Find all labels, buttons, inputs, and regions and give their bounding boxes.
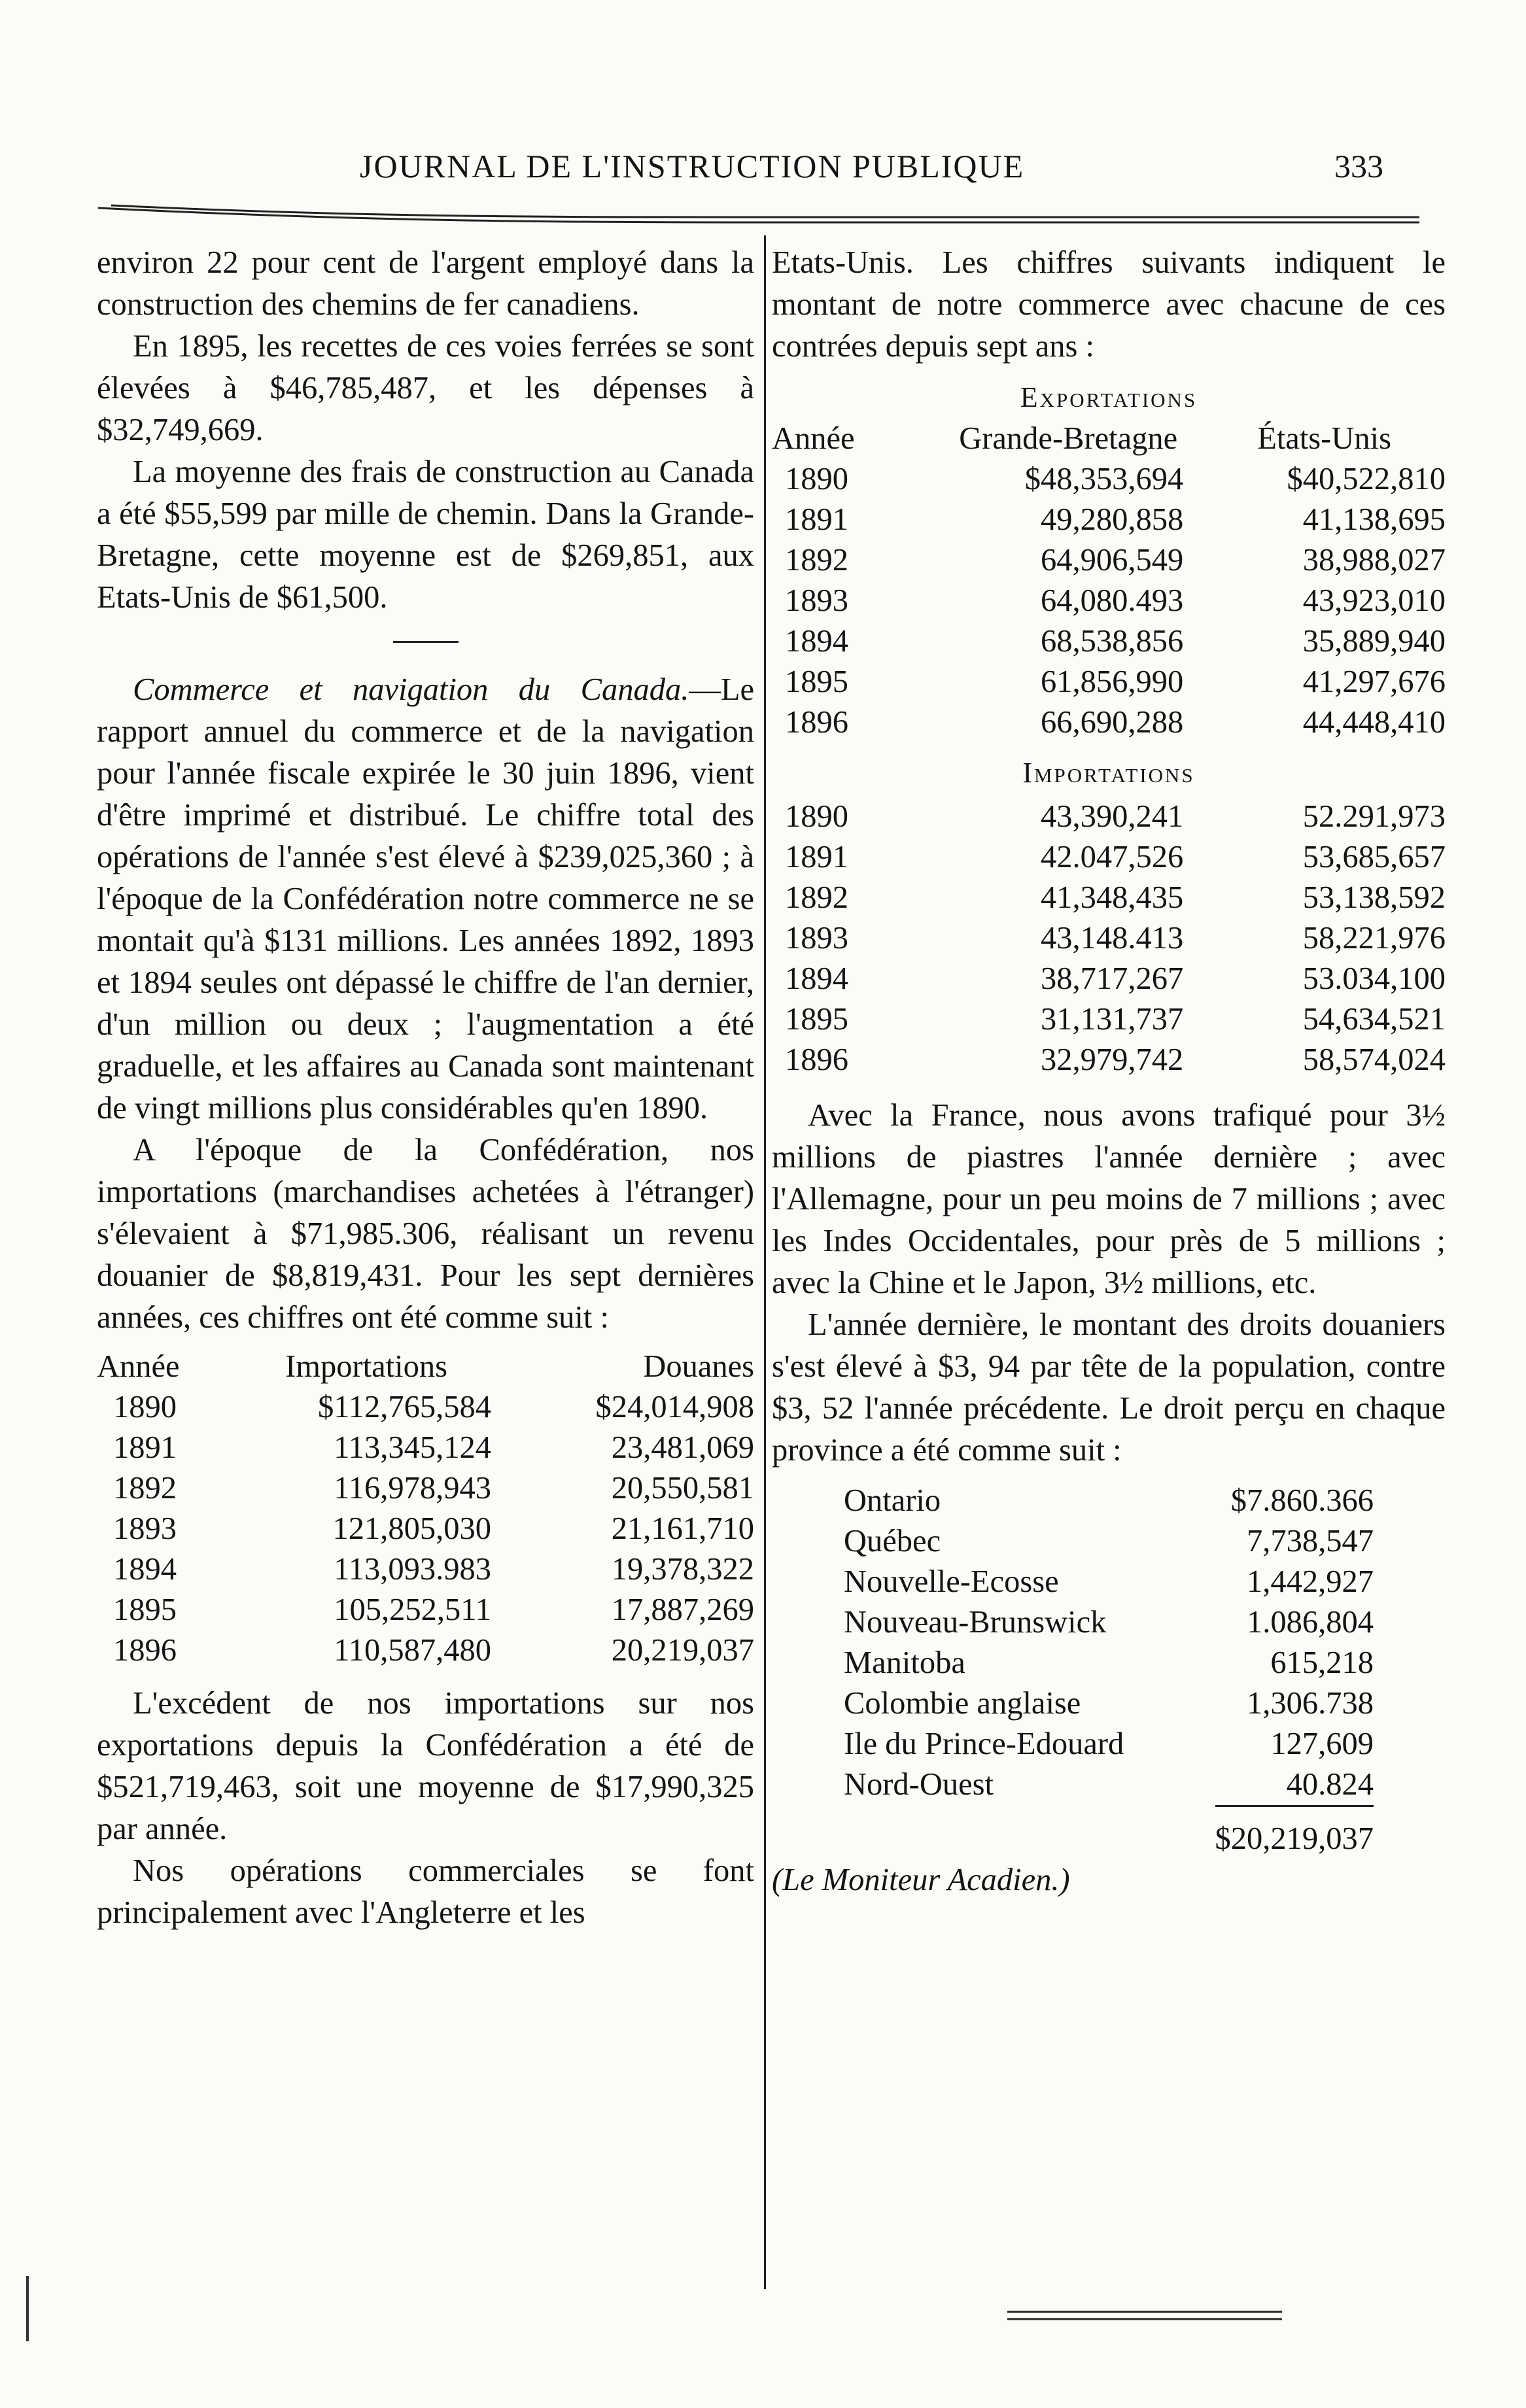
paragraph: La moyenne des frais de construction au Canada a été $55,599 par mille de chemin. Dans la Grande-Bretagne, cette moyenne est de $269,851, aux Etats-Unis de $61,500. xyxy=(97,455,754,615)
us-cell: 43,923,010 xyxy=(1302,583,1446,618)
table-row xyxy=(844,1683,1374,1724)
table-row xyxy=(97,1509,754,1549)
province-cell: Manitoba xyxy=(844,1645,965,1680)
table-row xyxy=(844,1521,1374,1562)
journal-title: JOURNAL DE L'INSTRUCTION PUBLIQUE xyxy=(360,148,1025,184)
end-rule xyxy=(1007,2309,1282,2323)
exports-table xyxy=(772,419,1446,743)
year-cell: 1892 xyxy=(785,543,848,577)
gb-cell: 38,717,267 xyxy=(1040,961,1184,996)
table-row xyxy=(97,1387,754,1428)
table-row xyxy=(772,1040,1446,1080)
amount-cell: 7,738,547 xyxy=(1247,1524,1374,1558)
us-cell: 44,448,410 xyxy=(1302,705,1446,740)
table-row xyxy=(772,959,1446,999)
paragraph: En 1895, les recettes de ces voies ferrées se sont élevées à $46,785,487, et les dépenses à $32,749,669. xyxy=(97,329,754,447)
column-header: Année xyxy=(97,1349,180,1384)
us-cell: 54,634,521 xyxy=(1302,1002,1446,1037)
amount-cell: 127,609 xyxy=(1270,1727,1374,1761)
table-row xyxy=(772,540,1446,581)
year-cell: 1895 xyxy=(785,1002,848,1037)
column-header: Grande-Bretagne xyxy=(959,421,1178,456)
year-cell: 1892 xyxy=(785,880,848,915)
paragraph: Etats-Unis. Les chiffres suivants indiquent le montant de notre commerce avec chacune de ces contrées depuis sept ans : xyxy=(772,245,1446,364)
year-cell: 1895 xyxy=(113,1592,177,1627)
paragraph: environ 22 pour cent de l'argent employé dans la construction des chemins de fer canadiens. xyxy=(97,245,754,322)
province-cell: Colombie anglaise xyxy=(844,1686,1081,1721)
us-cell: 53,685,657 xyxy=(1302,840,1446,874)
table-row xyxy=(772,702,1446,743)
table-row xyxy=(844,1562,1374,1602)
table-row xyxy=(772,459,1446,500)
year-cell: 1890 xyxy=(113,1390,177,1424)
paragraph: Nos opérations commerciales se font principalement avec l'Angleterre et les xyxy=(97,1853,754,1930)
province-cell: Ontario xyxy=(844,1483,941,1518)
year-cell: 1893 xyxy=(785,583,848,618)
year-cell: 1891 xyxy=(785,502,848,537)
amount-cell: 615,218 xyxy=(1270,1645,1374,1680)
gb-cell: 43,148.413 xyxy=(1040,921,1184,955)
gb-cell: 68,538,856 xyxy=(1040,624,1184,659)
us-cell: 58,221,976 xyxy=(1302,921,1446,955)
imports-cell: 110,587,480 xyxy=(334,1633,491,1668)
us-cell: 58,574,024 xyxy=(1302,1042,1446,1077)
table-row xyxy=(844,1481,1374,1521)
year-cell: 1891 xyxy=(113,1430,177,1465)
imports-cell: 116,978,943 xyxy=(334,1471,491,1505)
table-row xyxy=(97,1549,754,1590)
province-cell: Nord-Ouest xyxy=(844,1767,994,1802)
year-cell: 1890 xyxy=(785,799,848,834)
province-cell: Ile du Prince-Edouard xyxy=(844,1727,1124,1761)
column-header: Année xyxy=(772,421,855,456)
us-cell: 52.291,973 xyxy=(1302,799,1446,834)
section-separator xyxy=(393,641,459,643)
gb-cell: 31,131,737 xyxy=(1040,1002,1184,1037)
paragraph-text: —Le rapport annuel du commerce et de la navigation pour l'année fiscale expirée le 30 juin 1896, vient d'être imprimé et distribué. Le chiffre total des opérations de l'année s'est élevé à $239,025,360 ; à l'époque de la Confédération notre commerce ne se montait qu'à $131 millions. Les années 1892, 1893 et 1894 seules ont dépassé le chiffre de l'an dernier, d'un million ou deux ; l'augmentation a été graduelle, et les affaires au Canada sont maintenant de vingt millions plus considérables qu'en 1890. xyxy=(97,672,754,1126)
paragraph: L'excédent de nos importations sur nos exportations depuis la Confédération a été de $521,719,463, soit une moyenne de $17,990,325 par année. xyxy=(97,1686,754,1846)
gb-cell: 32,979,742 xyxy=(1040,1042,1184,1077)
source-citation: (Le Moniteur Acadien.) xyxy=(772,1863,1070,1897)
table-row xyxy=(97,1630,754,1671)
table-row xyxy=(844,1602,1374,1643)
paragraph: Avec la France, nous avons trafiqué pour 3½ millions de piastres l'année dernière ; avec l'Allemagne, pour un peu moins de 7 millions ; avec les Indes Occidentales, pour près de 5 millions ; avec la Chine et le Japon, 3½ millions, etc. xyxy=(772,1098,1446,1300)
page-number: 333 xyxy=(1334,148,1383,184)
paragraph: L'année dernière, le montant des droits douaniers s'est élevé à $3, 94 par tête de la population, contre $3, 52 l'année précédente. Le droit perçu en chaque province a été comme suit : xyxy=(772,1307,1446,1468)
table-row xyxy=(97,1590,754,1630)
total-cell xyxy=(1182,1805,1374,1859)
duties-cell: 23,481,069 xyxy=(611,1430,754,1465)
year-cell: 1890 xyxy=(785,462,848,496)
header-rule xyxy=(98,204,1419,225)
total-row xyxy=(844,1805,1374,1859)
exports-heading: Exportations xyxy=(1020,381,1198,413)
table-row xyxy=(844,1764,1374,1805)
gb-cell: 42.047,526 xyxy=(1040,840,1184,874)
column-header: Douanes xyxy=(643,1349,754,1384)
gb-cell: 41,348,435 xyxy=(1040,880,1184,915)
us-cell: 41,138,695 xyxy=(1302,502,1446,537)
gb-cell: 64,906,549 xyxy=(1040,543,1184,577)
table-header-row xyxy=(97,1347,754,1387)
table-row xyxy=(772,918,1446,959)
province-cell: Québec xyxy=(844,1524,941,1558)
section-heading: Commerce et navigation du Canada. xyxy=(133,672,689,707)
us-cell: 35,889,940 xyxy=(1302,624,1446,659)
column-header: Importations xyxy=(285,1349,447,1384)
left-column xyxy=(97,242,754,1934)
imports-heading: Importations xyxy=(1022,757,1195,789)
imports-cell: 113,093.983 xyxy=(334,1552,491,1587)
us-cell: 53,138,592 xyxy=(1302,880,1446,915)
table-header-row xyxy=(772,419,1446,459)
paragraph xyxy=(97,669,754,1129)
table-row xyxy=(772,621,1446,662)
gb-cell: 61,856,990 xyxy=(1040,664,1184,699)
us-cell: $40,522,810 xyxy=(1287,462,1446,496)
year-cell: 1896 xyxy=(785,1042,848,1077)
amount-cell: 1,442,927 xyxy=(1247,1564,1374,1599)
table-row xyxy=(772,662,1446,702)
amount-cell: $7.860.366 xyxy=(1230,1483,1374,1518)
margin-mark xyxy=(26,2276,29,2341)
imports-cell: 113,345,124 xyxy=(334,1430,491,1465)
table-row xyxy=(844,1724,1374,1764)
table-row xyxy=(772,581,1446,621)
amount-cell: 40.824 xyxy=(1286,1767,1374,1802)
column-header: États-Unis xyxy=(1257,421,1391,456)
year-cell: 1894 xyxy=(113,1552,177,1587)
table-row xyxy=(772,797,1446,837)
imports-duties-table xyxy=(97,1347,754,1671)
duties-cell: 17,887,269 xyxy=(611,1592,754,1627)
table-row xyxy=(97,1468,754,1509)
us-cell: 38,988,027 xyxy=(1302,543,1446,577)
gb-cell: 43,390,241 xyxy=(1040,799,1184,834)
gb-cell: $48,353,694 xyxy=(1024,462,1184,496)
us-cell: 53.034,100 xyxy=(1302,961,1446,996)
imports-table xyxy=(772,797,1446,1080)
gb-cell: 49,280,858 xyxy=(1040,502,1184,537)
table-row xyxy=(772,878,1446,918)
gb-cell: 64,080.493 xyxy=(1040,583,1184,618)
imports-cell: 121,805,030 xyxy=(332,1511,491,1546)
paragraph: A l'époque de la Confédération, nos importations (marchandises achetées à l'étranger) s'élevaient à $71,985.306, réalisant un revenu douanier de $8,819,431. Pour les sept dernières années, ces chiffres ont été comme suit : xyxy=(97,1133,754,1335)
year-cell: 1895 xyxy=(785,664,848,699)
province-cell: Nouvelle-Ecosse xyxy=(844,1564,1059,1599)
amount-cell: 1.086,804 xyxy=(1247,1605,1374,1640)
year-cell: 1896 xyxy=(785,705,848,740)
right-column xyxy=(772,242,1446,1901)
duties-cell: 21,161,710 xyxy=(611,1511,754,1546)
table-row xyxy=(97,1428,754,1468)
gb-cell: 66,690,288 xyxy=(1040,705,1184,740)
duties-cell: $24,014,908 xyxy=(595,1390,754,1424)
amount-cell: 1,306.738 xyxy=(1247,1686,1374,1721)
duties-cell: 20,550,581 xyxy=(611,1471,754,1505)
province-cell: Nouveau-Brunswick xyxy=(844,1605,1107,1640)
year-cell: 1894 xyxy=(785,961,848,996)
table-row xyxy=(772,500,1446,540)
us-cell: 41,297,676 xyxy=(1302,664,1446,699)
year-cell: 1892 xyxy=(113,1471,177,1505)
duties-cell: 20,219,037 xyxy=(611,1633,754,1668)
column-divider xyxy=(764,235,766,2289)
provinces-table xyxy=(844,1481,1374,1859)
imports-cell: $112,765,584 xyxy=(318,1390,491,1424)
total-amount: $20,219,037 xyxy=(1215,1805,1374,1859)
table-row xyxy=(772,999,1446,1040)
total-spacer xyxy=(844,1805,1182,1859)
year-cell: 1893 xyxy=(113,1511,177,1546)
duties-cell: 19,378,322 xyxy=(611,1552,754,1587)
year-cell: 1893 xyxy=(785,921,848,955)
year-cell: 1891 xyxy=(785,840,848,874)
running-header xyxy=(0,147,1526,206)
year-cell: 1894 xyxy=(785,624,848,659)
year-cell: 1896 xyxy=(113,1633,177,1668)
table-row xyxy=(772,837,1446,878)
table-row xyxy=(844,1643,1374,1683)
imports-cell: 105,252,511 xyxy=(334,1592,491,1627)
